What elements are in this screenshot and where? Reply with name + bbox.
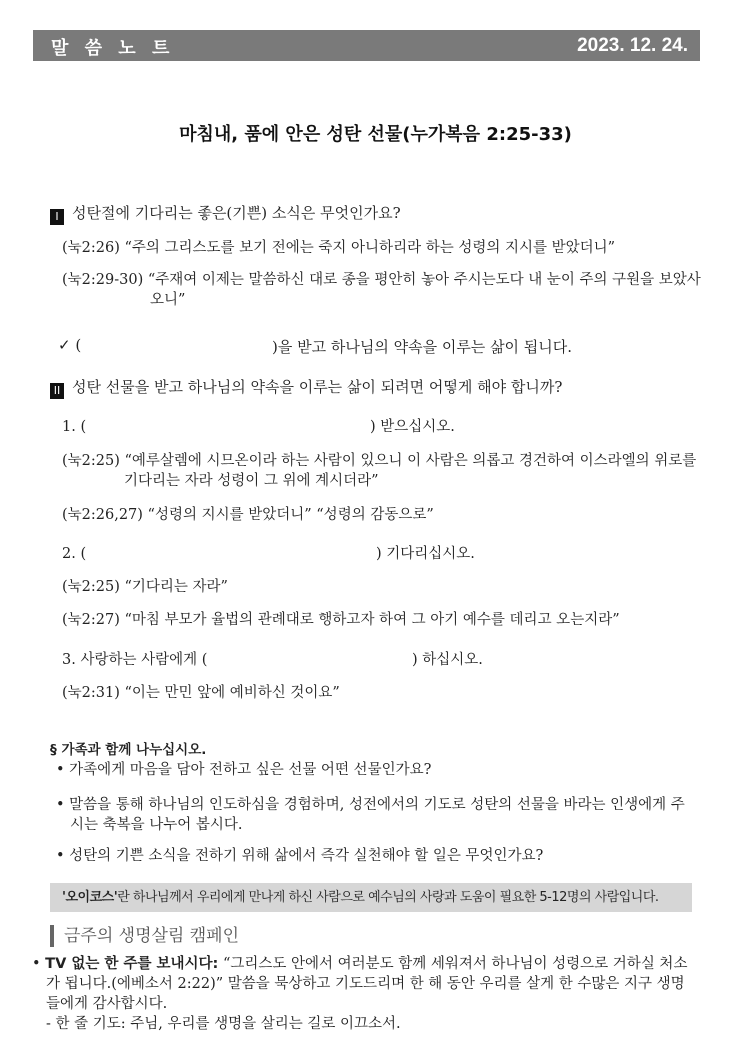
campaign-bold: TV 없는 한 주를 보내시다: xyxy=(45,956,219,972)
section2-question xyxy=(50,377,562,399)
item3-close: ) 하십시오. xyxy=(412,652,483,668)
family-bullet: • 말씀을 통해 하나님의 인도하심을 경험하며, 성전에서의 기도로 성탄의 선물을 바라는 인생에게 주시는 축복을 나누어 봅시다. xyxy=(56,797,685,833)
verse-line: (눅2:31) “이는 만민 앞에 예비하신 것이요” xyxy=(62,685,340,701)
campaign-prayer: - 한 줄 기도: 주님, 우리를 생명을 살리는 길로 이끄소서. xyxy=(46,1016,401,1032)
item1-close: ) 받으십시오. xyxy=(370,419,455,435)
verse-line: (눅2:26) “주의 그리스도를 보기 전에는 죽지 아니하리라 하는 성령의 지시를 받았더니” xyxy=(62,240,616,256)
bullet-text: 가족에게 마음을 담아 전하고 싶은 선물 어떤 선물인가요? xyxy=(69,762,432,778)
verse-line: (눅2:25) “기다리는 자라” xyxy=(62,579,228,595)
section2-number: II xyxy=(50,383,64,399)
verse-line: (눅2:26,27) “성령의 지시를 받았더니” “성령의 감동으로” xyxy=(62,507,434,523)
family-heading: § 가족과 함께 나누십시오. xyxy=(50,742,207,758)
header-title: 말 씀 노 트 xyxy=(51,38,175,59)
verse-line: (눅2:29-30) “주재여 이제는 말씀하신 대로 종을 평안히 놓아 주시는도다 내 눈이 주의 구원을 보았사 xyxy=(62,272,701,288)
family-bullet: • 성탄의 기쁜 소식을 전하기 위해 삶에서 즉각 실천해야 할 일은 무엇인가요? xyxy=(56,848,544,864)
bullet-text: 말씀을 통해 하나님의 인도하심을 경험하며, 성전에서의 기도로 성탄의 선물을 바라는 인생에게 주시는 축복을 나누어 봅시다. xyxy=(69,797,685,833)
check-icon: ✓ xyxy=(58,336,71,354)
item1-open: 1. ( xyxy=(62,419,87,435)
item3-open: 3. 사랑하는 사람에게 ( xyxy=(62,652,208,668)
check-line xyxy=(58,336,81,354)
oikos-bar xyxy=(50,883,692,912)
campaign-title: 금주의 생명살림 캠페인 xyxy=(50,925,239,947)
oikos-text: 란 하나님께서 우리에게 만나게 하신 사람으로 예수님의 사랑과 도움이 필요한 5-12명의 사람입니다. xyxy=(117,890,659,905)
section2-question-text: 성탄 선물을 받고 하나님의 약속을 이루는 삶이 되려면 어떻게 해야 합니까? xyxy=(72,378,563,396)
family-bullet: • 가족에게 마음을 담아 전하고 싶은 선물 어떤 선물인가요? xyxy=(56,762,432,778)
section1-question-text: 성탄절에 기다리는 좋은(기쁜) 소식은 무엇인가요? xyxy=(72,204,401,222)
section1-question xyxy=(50,203,401,225)
verse-line: (눅2:25) “예루살렘에 시므온이라 하는 사람이 있으니 이 사람은 의롭고 경건하여 이스라엘의 위로를 xyxy=(62,453,697,469)
header-bar xyxy=(33,30,700,61)
check-open-paren: ( xyxy=(75,336,82,354)
campaign-body xyxy=(32,954,694,1034)
item2-close: ) 기다리십시오. xyxy=(376,546,475,562)
oikos-bold: '오이코스' xyxy=(62,890,118,905)
verse-line: 기다리는 자라 성령이 그 위에 계시더라” xyxy=(124,473,379,489)
verse-line: 오니” xyxy=(150,292,186,308)
page-title: 마침내, 품에 안은 성탄 선물(누가복음 2:25-33) xyxy=(179,124,572,145)
bullet-text: 성탄의 기쁜 소식을 전하기 위해 삶에서 즉각 실천해야 할 일은 무엇인가요? xyxy=(69,848,544,864)
check-text: )을 받고 하나님의 약속을 이루는 삶이 됩니다. xyxy=(272,338,573,356)
campaign-paragraph: • TV 없는 한 주를 보내시다: “그리스도 안에서 여러분도 함께 세워져서 하나님이 성령으로 거하실 처소가 됩니다.(에베소서 2:22)” 말씀을 묵상하고 기도드리며 한 해 동안 우리를 살게 한 수많은 지구 생명들에게 감사합시다. xyxy=(32,956,688,1012)
campaign-text: “그리스도 안에서 여러분도 함께 세워져서 하나님이 성령으로 거하실 처소가 됩니다.(에베소서 2:22)” 말씀을 묵상하고 기도드리며 한 해 동안 우리를 살게 한 수많은 지구 생명들에게 감사합시다. xyxy=(46,956,688,1012)
verse-line: (눅2:27) “마침 부모가 율법의 관례대로 행하고자 하여 그 아기 예수를 데리고 오는지라” xyxy=(62,612,620,628)
section1-number: I xyxy=(50,209,64,225)
item2-open: 2. ( xyxy=(62,546,87,562)
header-date: 2023. 12. 24. xyxy=(577,35,688,56)
